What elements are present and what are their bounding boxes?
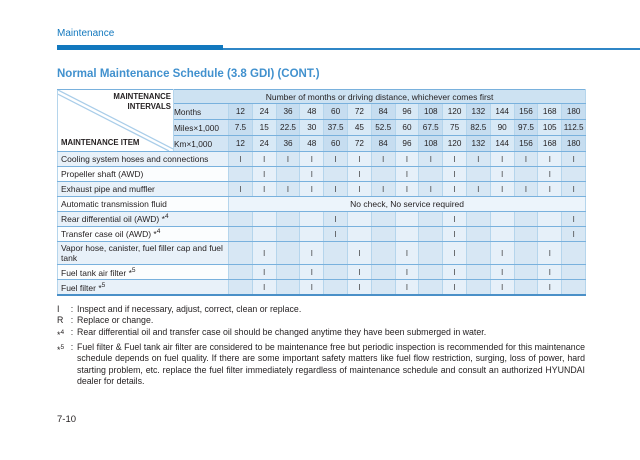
mark-cell	[252, 212, 276, 227]
footnote	[57, 304, 585, 316]
header-rule-thin	[223, 48, 640, 50]
mark-cell: I	[324, 152, 348, 167]
mark-cell	[324, 265, 348, 280]
page-content	[57, 68, 585, 388]
footnotes	[57, 304, 585, 388]
mark-cell: I	[562, 152, 586, 167]
mark-cell: I	[443, 265, 467, 280]
mark-cell	[347, 227, 371, 242]
interval-value-cell: 48	[300, 104, 324, 120]
interval-value-cell: 97.5	[514, 120, 538, 136]
mark-cell: I	[443, 152, 467, 167]
mark-cell	[324, 280, 348, 295]
interval-value-cell: 36	[276, 104, 300, 120]
mark-cell	[276, 280, 300, 295]
interval-row-label: Months	[174, 104, 229, 120]
mark-cell: I	[252, 182, 276, 197]
mark-cell	[466, 280, 490, 295]
interval-value-cell: 120	[443, 104, 467, 120]
months-distance-header: Number of months or driving distance, whichever comes first	[174, 90, 586, 104]
mark-cell: I	[466, 152, 490, 167]
mark-cell: I	[300, 152, 324, 167]
mark-cell: I	[562, 227, 586, 242]
item-label: Transfer case oil (AWD) *$^4$	[58, 227, 229, 242]
mark-cell: I	[538, 280, 562, 295]
mark-cell	[276, 227, 300, 242]
footnote-text: Fuel filter & Fuel tank air filter are considered to be maintenance free but periodic inspection is recommended for this maintenance schedule depends on fuel quality. If there are some important safety matters like fuel flow restriction, surging, loss of power, hard starting problem, etc. replace the fuel filter immediately regardless of maintenance schedule and consult an authorized HYUNDAI dealer for details.	[77, 341, 585, 387]
interval-value-cell: 45	[347, 120, 371, 136]
mark-cell	[466, 242, 490, 265]
page-title: Normal Maintenance Schedule (3.8 GDI) (CONT.)	[57, 68, 320, 80]
interval-value-cell: 67.5	[419, 120, 443, 136]
interval-value-cell: 24	[252, 136, 276, 152]
mark-cell	[371, 265, 395, 280]
interval-value-cell: 108	[419, 136, 443, 152]
no-service-cell: No check, No service required	[229, 197, 586, 212]
item-label: Exhaust pipe and muffler	[58, 182, 229, 197]
table-row	[58, 242, 586, 265]
mark-cell: I	[443, 227, 467, 242]
mark-cell: I	[490, 280, 514, 295]
footnote-separator: :	[70, 315, 74, 326]
interval-row-label: Km×1,000	[174, 136, 229, 152]
interval-value-cell: 90	[490, 120, 514, 136]
interval-value-cell: 96	[395, 104, 419, 120]
interval-value-cell: 132	[466, 136, 490, 152]
table-row	[58, 265, 586, 280]
footnote-separator: :	[70, 303, 74, 314]
mark-cell	[324, 242, 348, 265]
interval-value-cell: 60	[324, 136, 348, 152]
interval-value-cell: 82.5	[466, 120, 490, 136]
mark-cell: I	[300, 242, 324, 265]
mark-cell	[300, 212, 324, 227]
interval-value-cell: 72	[347, 104, 371, 120]
mark-cell	[562, 280, 586, 295]
mark-cell: I	[514, 182, 538, 197]
mark-cell	[514, 265, 538, 280]
mark-cell	[419, 167, 443, 182]
table-row	[58, 227, 586, 242]
mark-cell	[419, 212, 443, 227]
mark-cell: I	[276, 152, 300, 167]
head-row-span	[58, 90, 586, 104]
mark-cell	[419, 265, 443, 280]
footnote-separator: :	[70, 327, 74, 338]
table-head	[58, 90, 586, 152]
table-row	[58, 280, 586, 295]
mark-cell	[347, 212, 371, 227]
interval-value-cell: 36	[276, 136, 300, 152]
item-label: Rear differential oil (AWD) *$^4$	[58, 212, 229, 227]
corner-item-label: MAINTENANCE ITEM	[61, 138, 140, 148]
mark-cell	[229, 227, 253, 242]
interval-value-cell: 180	[562, 136, 586, 152]
mark-cell	[466, 227, 490, 242]
interval-value-cell: 60	[395, 120, 419, 136]
mark-cell: I	[324, 212, 348, 227]
footnote-text: Replace or change.	[77, 315, 154, 326]
mark-cell	[371, 227, 395, 242]
mark-cell	[466, 212, 490, 227]
interval-value-cell: 144	[490, 104, 514, 120]
mark-cell	[324, 167, 348, 182]
mark-cell: I	[300, 167, 324, 182]
interval-value-cell: 112.5	[562, 120, 586, 136]
mark-cell: I	[395, 280, 419, 295]
mark-cell	[371, 212, 395, 227]
mark-cell	[514, 242, 538, 265]
mark-cell	[514, 212, 538, 227]
mark-cell: I	[324, 182, 348, 197]
interval-value-cell: 12	[229, 104, 253, 120]
mark-cell	[514, 167, 538, 182]
mark-cell: I	[300, 182, 324, 197]
mark-cell	[419, 227, 443, 242]
mark-cell: I	[252, 265, 276, 280]
item-label: Vapor hose, canister, fuel filler cap and fuel tank	[58, 242, 229, 265]
interval-value-cell: 22.5	[276, 120, 300, 136]
mark-cell: I	[443, 182, 467, 197]
mark-cell	[229, 212, 253, 227]
footnote-separator: :	[70, 341, 74, 352]
mark-cell	[562, 167, 586, 182]
mark-cell: I	[443, 280, 467, 295]
mark-cell: I	[229, 182, 253, 197]
mark-cell: I	[538, 152, 562, 167]
interval-value-cell: 48	[300, 136, 324, 152]
footnote	[57, 315, 585, 327]
mark-cell: I	[300, 280, 324, 295]
header-rule-thick	[57, 45, 223, 50]
mark-cell: I	[395, 182, 419, 197]
interval-value-cell: 15	[252, 120, 276, 136]
mark-cell: I	[562, 182, 586, 197]
mark-cell	[276, 212, 300, 227]
mark-cell	[276, 242, 300, 265]
page-number: 7-10	[57, 414, 77, 425]
mark-cell	[229, 265, 253, 280]
item-label: Fuel filter *$^5$	[58, 280, 229, 295]
running-header	[57, 23, 640, 50]
mark-cell	[276, 167, 300, 182]
maintenance-table	[57, 89, 586, 296]
interval-value-cell: 168	[538, 104, 562, 120]
item-label: Fuel tank air filter *$^5$	[58, 265, 229, 280]
mark-cell	[490, 227, 514, 242]
mark-cell	[229, 242, 253, 265]
mark-cell	[300, 227, 324, 242]
mark-cell: I	[395, 167, 419, 182]
mark-cell	[562, 265, 586, 280]
section-label: Maintenance	[57, 28, 115, 39]
mark-cell: I	[490, 167, 514, 182]
mark-cell	[466, 265, 490, 280]
interval-value-cell: 84	[371, 104, 395, 120]
mark-cell	[371, 242, 395, 265]
mark-cell: I	[443, 167, 467, 182]
footnote-marker: *$^4$	[57, 329, 65, 340]
mark-cell	[252, 227, 276, 242]
footnote-text: Rear differential oil and transfer case oil should be changed anytime they have been submerged in water.	[77, 327, 487, 338]
interval-value-cell: 7.5	[229, 120, 253, 136]
mark-cell	[395, 212, 419, 227]
interval-value-cell: 72	[347, 136, 371, 152]
mark-cell: I	[490, 182, 514, 197]
interval-value-cell: 84	[371, 136, 395, 152]
interval-value-cell: 105	[538, 120, 562, 136]
interval-value-cell: 168	[538, 136, 562, 152]
mark-cell: I	[347, 167, 371, 182]
mark-cell: I	[395, 265, 419, 280]
mark-cell: I	[562, 212, 586, 227]
table-row	[58, 197, 586, 212]
footnote-marker: *$^5$	[57, 343, 65, 355]
mark-cell	[514, 227, 538, 242]
mark-cell: I	[252, 152, 276, 167]
interval-value-cell: 96	[395, 136, 419, 152]
mark-cell: I	[324, 227, 348, 242]
mark-cell	[490, 212, 514, 227]
mark-cell: I	[395, 242, 419, 265]
table-row	[58, 167, 586, 182]
item-label: Cooling system hoses and connections	[58, 152, 229, 167]
mark-cell: I	[276, 182, 300, 197]
mark-cell	[419, 242, 443, 265]
mark-cell: I	[347, 242, 371, 265]
header-rule	[57, 45, 640, 50]
interval-value-cell: 24	[252, 104, 276, 120]
interval-value-cell: 12	[229, 136, 253, 152]
item-label: Automatic transmission fluid	[58, 197, 229, 212]
table-row	[58, 212, 586, 227]
mark-cell: I	[419, 152, 443, 167]
mark-cell: I	[252, 280, 276, 295]
mark-cell: I	[443, 212, 467, 227]
mark-cell	[514, 280, 538, 295]
interval-value-cell: 75	[443, 120, 467, 136]
interval-value-cell: 156	[514, 104, 538, 120]
mark-cell: I	[538, 265, 562, 280]
mark-cell	[229, 280, 253, 295]
mark-cell: I	[347, 265, 371, 280]
mark-cell	[538, 212, 562, 227]
interval-value-cell: 37.5	[324, 120, 348, 136]
mark-cell: I	[347, 152, 371, 167]
mark-cell	[562, 242, 586, 265]
mark-cell: I	[538, 182, 562, 197]
mark-cell	[371, 280, 395, 295]
mark-cell: I	[443, 242, 467, 265]
mark-cell: I	[395, 152, 419, 167]
mark-cell	[419, 280, 443, 295]
interval-value-cell: 52.5	[371, 120, 395, 136]
footnote-text: Inspect and if necessary, adjust, correct, clean or replace.	[77, 303, 302, 314]
corner-intervals-label: MAINTENANCE INTERVALS	[113, 92, 171, 111]
mark-cell: I	[252, 242, 276, 265]
mark-cell: I	[347, 280, 371, 295]
interval-value-cell: 30	[300, 120, 324, 136]
mark-cell	[538, 227, 562, 242]
mark-cell: I	[466, 182, 490, 197]
interval-value-cell: 156	[514, 136, 538, 152]
mark-cell: I	[538, 167, 562, 182]
interval-value-cell: 180	[562, 104, 586, 120]
interval-value-cell: 132	[466, 104, 490, 120]
mark-cell	[229, 167, 253, 182]
mark-cell	[466, 167, 490, 182]
mark-cell: I	[347, 182, 371, 197]
footnote	[57, 327, 585, 342]
mark-cell: I	[490, 242, 514, 265]
interval-value-cell: 60	[324, 104, 348, 120]
table-corner	[58, 90, 174, 152]
mark-cell: I	[419, 182, 443, 197]
mark-cell: I	[514, 152, 538, 167]
table-row	[58, 152, 586, 167]
mark-cell	[371, 167, 395, 182]
mark-cell: I	[300, 265, 324, 280]
mark-cell: I	[490, 265, 514, 280]
mark-cell: I	[371, 152, 395, 167]
mark-cell	[395, 227, 419, 242]
mark-cell	[276, 265, 300, 280]
mark-cell: I	[229, 152, 253, 167]
footnote-marker: R	[57, 315, 64, 326]
footnote-marker: I	[57, 303, 60, 314]
mark-cell: I	[252, 167, 276, 182]
interval-value-cell: 108	[419, 104, 443, 120]
mark-cell: I	[490, 152, 514, 167]
mark-cell: I	[371, 182, 395, 197]
mark-cell: I	[538, 242, 562, 265]
table-body	[58, 152, 586, 295]
item-label: Propeller shaft (AWD)	[58, 167, 229, 182]
interval-value-cell: 120	[443, 136, 467, 152]
footnote	[57, 342, 585, 388]
interval-row-label: Miles×1,000	[174, 120, 229, 136]
interval-value-cell: 144	[490, 136, 514, 152]
table-row	[58, 182, 586, 197]
